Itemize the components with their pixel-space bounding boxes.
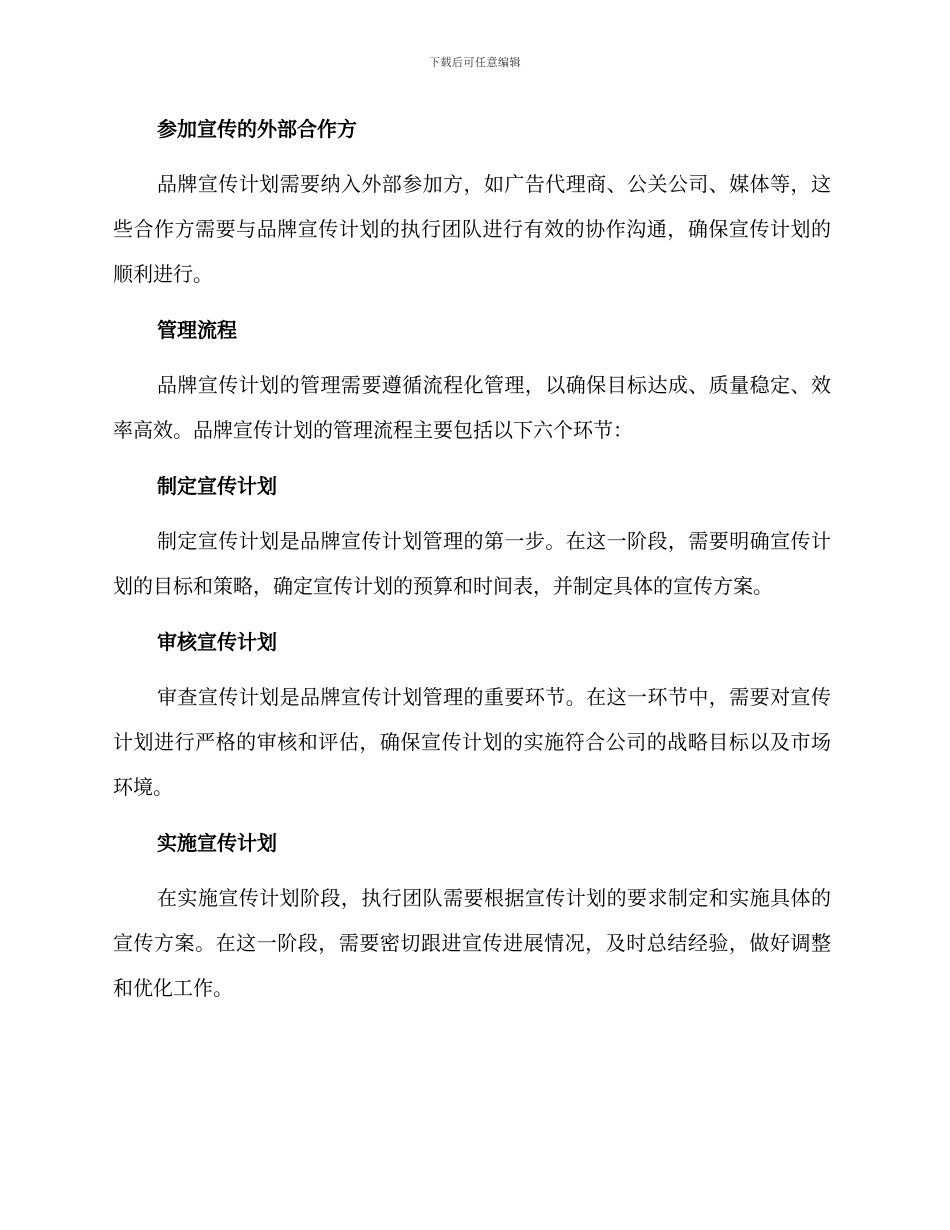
section-paragraph: 审查宣传计划是品牌宣传计划管理的重要环节。在这一环节中，需要对宣传计划进行严格的审核和评估，确保宣传计划的实施符合公司的战略目标以及市场环境。: [113, 685, 831, 799]
section-heading: 实施宣传计划: [157, 831, 277, 855]
section-paragraph: 制定宣传计划是品牌宣传计划管理的第一步。在这一阶段，需要明确宣传计划的目标和策略，确定宣传计划的预算和时间表，并制定具体的宣传方案。: [113, 529, 831, 598]
document-body: [113, 110, 831, 1025]
header-note: 下载后可任意编辑: [429, 56, 521, 69]
section-heading: 制定宣传计划: [157, 474, 277, 498]
section-heading: 参加宣传的外部合作方: [157, 117, 357, 141]
section-paragraph: 在实施宣传计划阶段，执行团队需要根据宣传计划的要求制定和实施具体的宣传方案。在这一阶段，需要密切跟进宣传进展情况，及时总结经验，做好调整和优化工作。: [113, 886, 831, 1000]
section-make-plan: [113, 467, 831, 609]
section-paragraph: 品牌宣传计划的管理需要遵循流程化管理，以确保目标达成、质量稳定、效率高效。品牌宣传计划的管理流程主要包括以下六个环节：: [113, 373, 831, 442]
section-heading: 管理流程: [157, 318, 237, 342]
section-heading: 审核宣传计划: [157, 630, 277, 654]
section-management-process: [113, 311, 831, 453]
section-paragraph: 品牌宣传计划需要纳入外部参加方，如广告代理商、公关公司、媒体等，这些合作方需要与品牌宣传计划的执行团队进行有效的协作沟通，确保宣传计划的顺利进行。: [113, 172, 831, 286]
section-implement-plan: [113, 824, 831, 1011]
section-external-partners: [113, 110, 831, 297]
section-review-plan: [113, 623, 831, 810]
